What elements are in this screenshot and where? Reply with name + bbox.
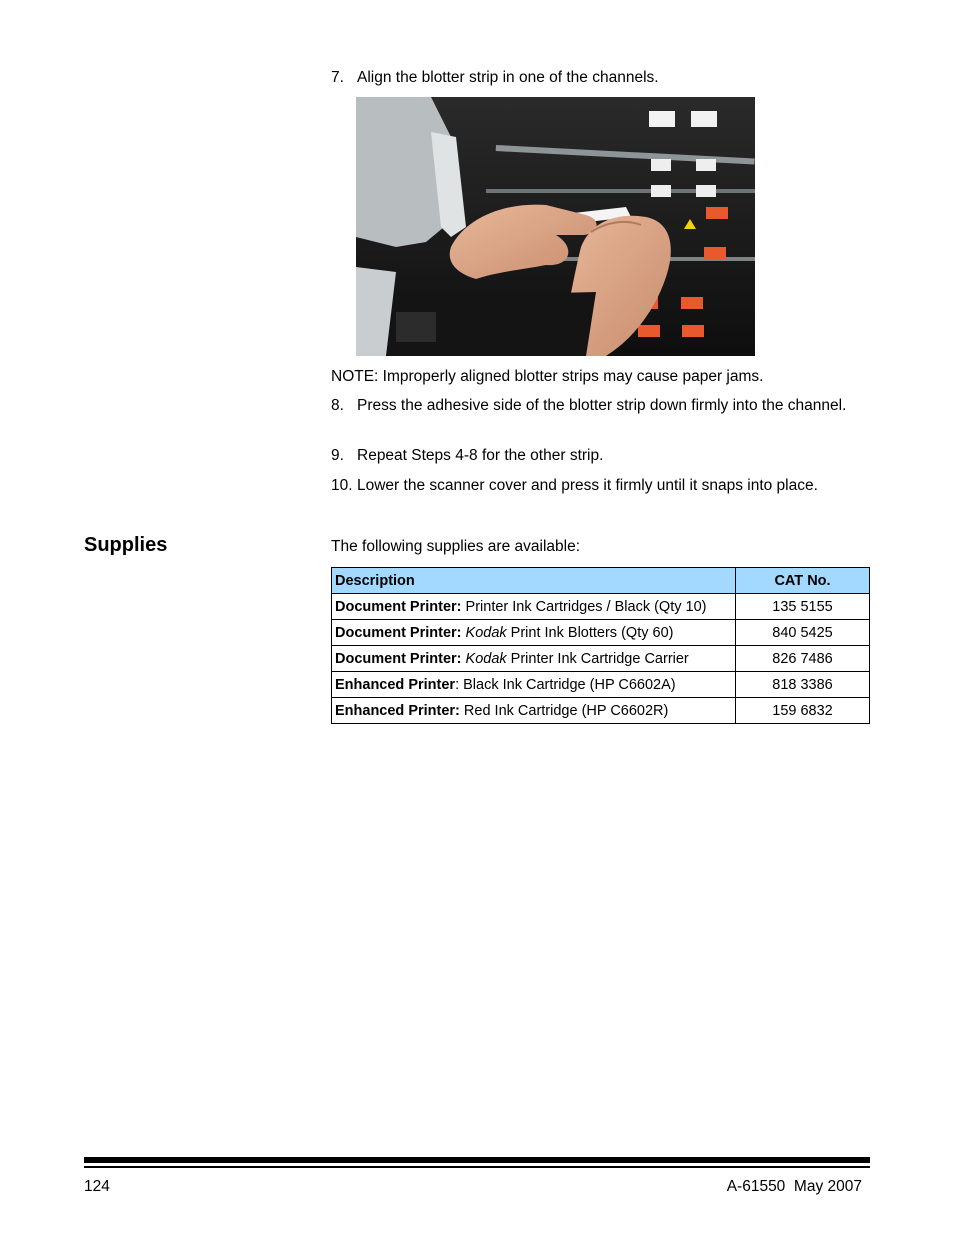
- product-line: Enhanced Printer:: [335, 702, 460, 719]
- cat-no-cell: 159 6832: [736, 698, 870, 724]
- step-text: Align the blotter strip in one of the channels.: [357, 69, 659, 86]
- section-heading: Supplies: [84, 534, 168, 556]
- description-cell: [332, 620, 736, 646]
- blotter-strip-photo: [356, 97, 755, 356]
- step-number: 7.: [331, 69, 344, 86]
- footer-rule-thin: [84, 1166, 870, 1168]
- product-desc: Printer Ink Cartridge Carrier: [506, 650, 689, 667]
- step-number: 10.: [331, 477, 353, 494]
- header-description: Description: [332, 568, 736, 594]
- step-text: Lower the scanner cover and press it firmly until it snaps into place.: [357, 477, 818, 494]
- brand-name: Kodak: [465, 624, 507, 641]
- step-number: 8.: [331, 397, 344, 414]
- cat-no-cell: 826 7486: [736, 646, 870, 672]
- table-row: [332, 646, 870, 672]
- product-line: Document Printer:: [335, 598, 462, 615]
- brand-name: Kodak: [465, 650, 507, 667]
- product-desc: Print Ink Blotters (Qty 60): [506, 624, 674, 641]
- header-cat-no: CAT No.: [736, 568, 870, 594]
- step-8: [331, 395, 871, 416]
- product-line: Document Printer:: [335, 650, 462, 667]
- cat-no-cell: 840 5425: [736, 620, 870, 646]
- product-desc: Red Ink Cartridge (HP C6602R): [459, 702, 669, 719]
- description-cell: [332, 698, 736, 724]
- step-text: Press the adhesive side of the blotter strip down firmly into the channel.: [357, 397, 847, 414]
- cat-no-cell: 818 3386: [736, 672, 870, 698]
- product-line: Enhanced Printer: [335, 676, 456, 693]
- description-cell: [332, 594, 736, 620]
- table-row: [332, 698, 870, 724]
- table-row: [332, 594, 870, 620]
- description-cell: [332, 672, 736, 698]
- footer-rule-thick: [84, 1157, 870, 1163]
- table-header-row: [332, 568, 870, 594]
- page-number: 124: [84, 1178, 110, 1195]
- product-line: Document Printer:: [335, 624, 462, 641]
- cat-no-cell: 135 5155: [736, 594, 870, 620]
- doc-id: A-61550 May 2007: [726, 1178, 862, 1195]
- step-text: Repeat Steps 4-8 for the other strip.: [357, 447, 604, 464]
- step-9: [331, 445, 871, 466]
- step-10: [331, 475, 871, 496]
- note-text: NOTE: Improperly aligned blotter strips may cause paper jams.: [331, 368, 764, 385]
- supplies-table: [331, 567, 870, 724]
- product-desc: : Black Ink Cartridge (HP C6602A): [455, 676, 676, 693]
- table-row: [332, 620, 870, 646]
- step-7: [331, 67, 871, 88]
- section-intro: The following supplies are available:: [331, 538, 581, 555]
- step-number: 9.: [331, 447, 344, 464]
- product-desc: Printer Ink Cartridges / Black (Qty 10): [461, 598, 707, 615]
- description-cell: [332, 646, 736, 672]
- table-row: [332, 672, 870, 698]
